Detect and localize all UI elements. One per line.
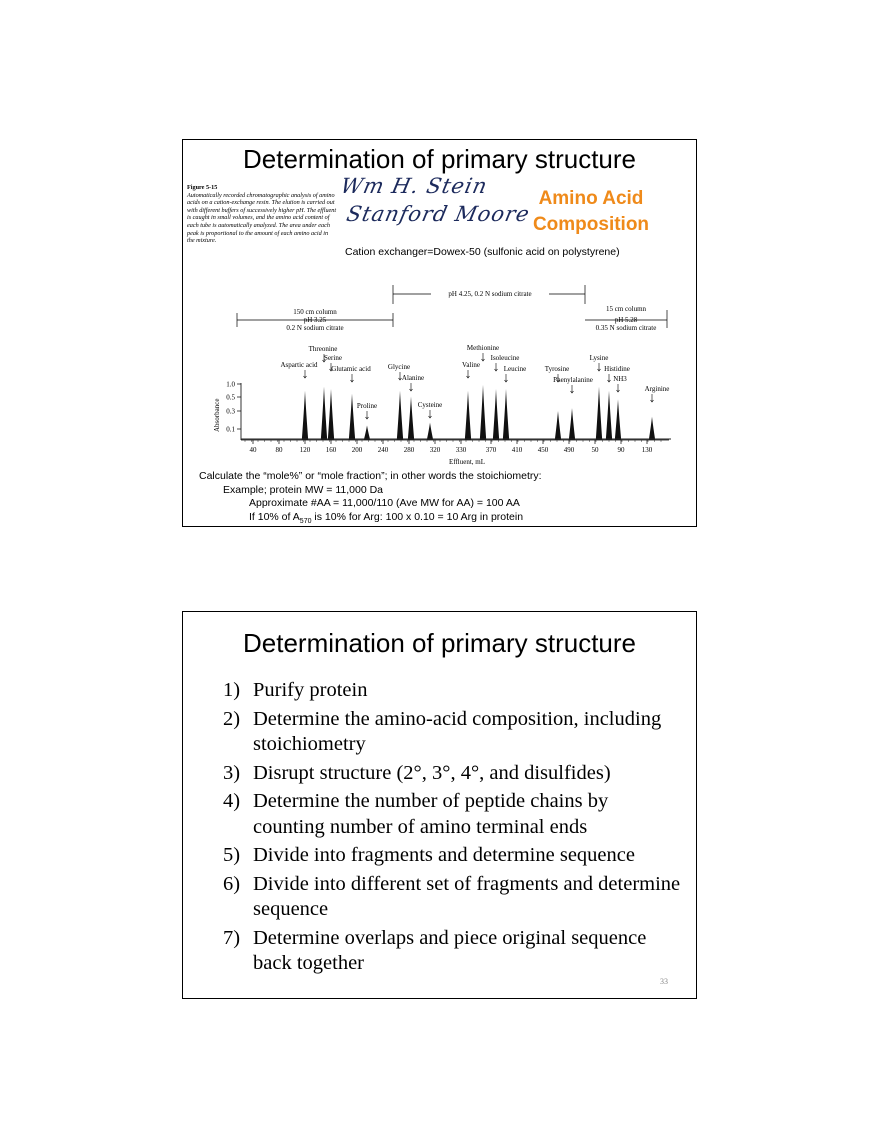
peak-arginine <box>649 417 655 440</box>
peak-label: Lysine <box>589 354 609 362</box>
peak-threonine <box>321 387 327 440</box>
slide-amino-acid-composition <box>182 139 697 527</box>
step-item <box>223 872 683 923</box>
x-tick-label: 410 <box>511 446 523 454</box>
peak-label: Serine <box>324 354 342 362</box>
buffer-2-ph: pH 4.25, 0.2 N sodium citrate <box>448 290 532 298</box>
x-tick-label: 330 <box>455 446 467 454</box>
x-tick-label: 490 <box>563 446 575 454</box>
calc-line-4-sub: 570 <box>299 517 312 525</box>
cation-exchanger-note: Cation exchanger=Dowex-50 (sulfonic acid on polystyrene) <box>345 246 620 258</box>
x-tick-label: 320 <box>429 446 441 454</box>
step-item <box>223 761 683 787</box>
peak-proline <box>364 426 370 441</box>
step-text: Disrupt structure (2°, 3°, 4°, and disulfides) <box>253 761 611 784</box>
slide-title: Determination of primary structure <box>242 144 637 174</box>
peak-label: Threonine <box>308 345 338 353</box>
x-tick-label: 80 <box>275 446 283 454</box>
calc-line-4-pre: If 10% of A <box>249 510 300 523</box>
y-tick-label: 0.1 <box>226 425 235 434</box>
peak-label: Glycine <box>387 363 411 371</box>
calc-line-1: Calculate the “mole%” or “mole fraction”; in other words the stoichiometry: <box>199 470 542 482</box>
peak-isoleucine <box>493 389 499 440</box>
peak-label: Methionine <box>466 344 500 352</box>
buffer-3-ph: pH 5.28 <box>614 316 638 324</box>
chromatogram <box>201 280 681 472</box>
amino-acid-composition-heading <box>525 186 657 238</box>
peak-serine <box>328 389 334 440</box>
peak-label: Histidine <box>604 365 630 373</box>
buffer-1-column: 150 cm column <box>293 308 337 316</box>
peak-nh3 <box>615 399 621 440</box>
peak-glycine <box>397 391 403 440</box>
step-text: Purify protein <box>253 679 368 701</box>
signature-moore: Stanford Moore <box>344 202 533 226</box>
calc-line-4 <box>199 511 542 529</box>
peak-glutamic-acid <box>349 394 355 440</box>
step-number: 2) <box>223 707 241 730</box>
peak-label: Cysteine <box>417 401 443 409</box>
y-tick-label: 0.3 <box>226 407 235 416</box>
step-item <box>223 843 683 869</box>
x-tick-label: 450 <box>537 446 549 454</box>
step-text: Divide into different set of fragments and determine sequence <box>253 872 681 920</box>
peak-label: Proline <box>356 402 378 410</box>
steps-list <box>223 678 683 980</box>
step-text: Determine the number of peptide chains by counting number of amino terminal ends <box>253 790 609 838</box>
peak-label: Aspartic acid <box>280 361 318 369</box>
amino-line-2: Composition <box>532 214 650 235</box>
x-tick-label: 50 <box>591 446 599 454</box>
step-number: 7) <box>223 926 241 949</box>
slide-title: Determination of primary structure <box>242 628 637 658</box>
figure-caption <box>187 184 337 245</box>
x-tick-label: 200 <box>351 446 363 454</box>
peak-label: Glutamic acid <box>331 365 371 373</box>
page-number: 33 <box>660 977 668 986</box>
peak-label: Alanine <box>401 374 425 382</box>
peak-label: NH3 <box>613 375 627 383</box>
step-item <box>223 926 683 977</box>
step-item <box>223 678 683 704</box>
y-ticks <box>226 381 241 434</box>
step-number: 3) <box>223 761 241 784</box>
peak-label: Arginine <box>644 385 670 393</box>
step-text: Determine overlaps and piece original sequence back together <box>253 926 647 974</box>
buffer-1-citrate: 0.2 N sodium citrate <box>286 324 344 332</box>
buffer-3-citrate: 0.35 N sodium citrate <box>595 324 657 332</box>
y-tick-label: 0.5 <box>226 393 235 402</box>
step-text: Determine the amino-acid composition, including stoichiometry <box>253 707 662 755</box>
step-text: Divide into fragments and determine sequence <box>253 844 635 866</box>
stoichiometry-calculation <box>199 470 542 528</box>
peak-label: Isoleucine <box>490 354 520 362</box>
calc-line-4-post: is 10% for Arg: 100 x 0.10 = 10 Arg in protein <box>311 510 524 523</box>
step-number: 5) <box>223 844 241 866</box>
peaks <box>241 344 671 440</box>
x-ticks <box>245 440 661 454</box>
step-item <box>223 707 683 758</box>
calc-line-2: Example; protein MW = 11,000 Da <box>223 483 384 496</box>
peak-lysine <box>596 387 602 440</box>
x-axis-label: Effluent, mL <box>448 458 486 466</box>
step-number: 1) <box>223 679 241 701</box>
amino-line-1: Amino Acid <box>538 188 644 209</box>
x-tick-label: 240 <box>377 446 389 454</box>
x-tick-label: 40 <box>249 446 257 454</box>
x-tick-label: 160 <box>325 446 337 454</box>
buffer-annotations <box>237 285 667 332</box>
x-tick-label: 120 <box>299 446 311 454</box>
peak-leucine <box>503 389 509 440</box>
calc-line-3: Approximate #AA = 11,000/110 (Ave MW for AA) = 100 AA <box>249 497 520 509</box>
peak-label: Valine <box>462 361 480 369</box>
peak-label: Tyrosine <box>544 365 570 373</box>
peak-tyrosine <box>555 411 561 440</box>
buffer-3-column: 15 cm column <box>605 305 647 313</box>
peak-phenylalanine <box>569 408 575 440</box>
peak-valine <box>465 391 471 440</box>
y-tick-label: 1.0 <box>226 380 235 389</box>
peak-cysteine <box>427 423 433 440</box>
x-tick-label: 370 <box>485 446 497 454</box>
buffer-1-ph: pH 3.25 <box>303 316 327 324</box>
peak-aspartic-acid <box>302 391 308 440</box>
peak-methionine <box>480 385 486 440</box>
peak-label: Phenylalanine <box>553 376 593 384</box>
x-tick-label: 280 <box>403 446 415 454</box>
step-item <box>223 789 683 840</box>
peak-histidine <box>606 391 612 440</box>
signature-stein: Wm H. Stein <box>338 174 490 198</box>
figure-caption-text: Automatically recorded chromatographic analysis of amino acids on a cation-exchange resin. The elution is carried out with different buffers of successively higher pH. The effluent is caught in small volumes, and the amino acid content of each tube is automatically analyzed. The area under each peak is proportional to the amount of each amino acid in the mixture. <box>187 191 337 245</box>
peak-label: Leucine <box>503 365 527 373</box>
peak-alanine <box>408 397 414 441</box>
x-tick-label: 130 <box>641 446 653 454</box>
y-axis-label: Absorbance <box>213 398 221 432</box>
step-number: 6) <box>223 872 241 895</box>
figure-label: Figure 5-15 <box>187 184 218 191</box>
x-tick-label: 90 <box>617 446 625 454</box>
step-number: 4) <box>223 790 241 812</box>
slide-primary-structure-steps <box>182 611 697 999</box>
